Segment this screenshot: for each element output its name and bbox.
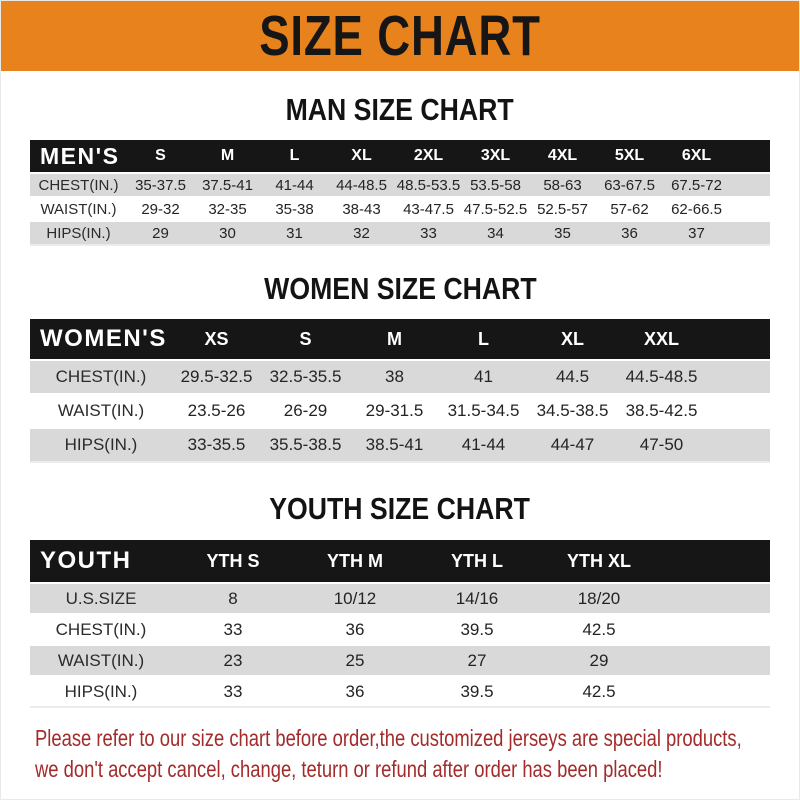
size-value-cell: 23 (223, 650, 243, 670)
spacer-cell (660, 614, 770, 645)
size-value-cell: 33 (223, 619, 243, 639)
table-row (30, 614, 770, 645)
size-value-cell: 62-66.5 (671, 200, 722, 218)
table-row (30, 394, 770, 428)
size-table-header-row (30, 319, 770, 360)
size-value-cell: 37 (688, 224, 705, 242)
size-value-cell: 31.5-34.5 (447, 401, 520, 420)
size-column-header: XS (204, 328, 229, 349)
size-value-cell: 32-35 (208, 200, 247, 218)
size-value-cell: 18/20 (577, 588, 621, 608)
table-row (30, 221, 770, 245)
size-value-cell: 30 (219, 224, 236, 242)
size-value-cell: 38.5-41 (365, 435, 424, 454)
youth-size-table-wrap (1, 540, 799, 708)
row-label: CHEST(IN.) (55, 367, 147, 386)
table-row (30, 676, 770, 707)
size-value-cell: 48.5-53.5 (396, 176, 461, 194)
size-column-header: 4XL (547, 147, 578, 164)
banner (1, 1, 799, 71)
table-header-label: YOUTH (40, 547, 132, 574)
size-value-cell: 39.5 (460, 681, 494, 701)
size-value-cell: 53.5-58 (470, 176, 521, 194)
size-column-header: M (387, 328, 402, 349)
size-value-cell: 43-47.5 (403, 200, 454, 218)
size-value-cell: 25 (345, 650, 365, 670)
size-value-cell: 10/12 (333, 588, 377, 608)
size-value-cell: 44-48.5 (336, 176, 387, 194)
size-value-cell: 26-29 (283, 401, 328, 420)
size-table (30, 140, 770, 246)
row-label: CHEST(IN.) (38, 176, 119, 194)
size-value-cell: 47-50 (639, 435, 684, 454)
size-column-header: 3XL (480, 147, 511, 164)
size-value-cell: 32 (353, 224, 370, 242)
size-value-cell: 29 (589, 650, 609, 670)
size-value-cell: 41-44 (461, 435, 506, 454)
size-value-cell: 44.5 (555, 367, 590, 386)
size-value-cell: 29 (152, 224, 169, 242)
size-value-cell: 29-31.5 (365, 401, 424, 420)
table-row (30, 428, 770, 462)
size-column-header: L (289, 147, 300, 164)
spacer-cell (706, 394, 770, 428)
size-value-cell: 47.5-52.5 (463, 200, 528, 218)
size-value-cell: 44-47 (550, 435, 595, 454)
disclaimer-line-2: we don't accept cancel, change, teturn or refund after order has been placed! (35, 756, 663, 782)
row-label: WAIST(IN.) (57, 650, 145, 670)
size-value-cell: 27 (467, 650, 487, 670)
man-size-chart-section (1, 93, 799, 246)
size-column-header: S (155, 147, 166, 164)
size-value-cell: 44.5-48.5 (625, 367, 698, 386)
table-row (30, 583, 770, 614)
row-label: WAIST(IN.) (57, 401, 145, 420)
size-value-cell: 38 (385, 367, 404, 386)
table-row (30, 645, 770, 676)
size-column-header: S (299, 328, 312, 349)
man-size-chart-title: MAN SIZE CHART (285, 92, 515, 127)
row-label: HIPS(IN.) (64, 435, 138, 454)
youth-size-chart-title: YOUTH SIZE CHART (269, 491, 531, 526)
women-size-table-wrap (1, 319, 799, 463)
table-header-label: MEN'S (40, 142, 120, 169)
spacer-cell (730, 173, 770, 197)
size-column-header: L (478, 328, 489, 349)
size-value-cell: 42.5 (582, 681, 616, 701)
spacer-cell (660, 583, 770, 614)
table-row (30, 360, 770, 394)
size-value-cell: 8 (228, 588, 238, 608)
size-value-cell: 57-62 (610, 200, 649, 218)
size-column-header: YTH XL (566, 550, 631, 571)
women-size-chart-title: WOMEN SIZE CHART (263, 271, 537, 306)
size-value-cell: 41-44 (275, 176, 314, 194)
size-column-header: XL (560, 328, 584, 349)
row-label: WAIST(IN.) (40, 200, 117, 218)
size-table (30, 540, 770, 708)
table-row (30, 197, 770, 221)
size-value-cell: 38.5-42.5 (625, 401, 698, 420)
table-header-label: WOMEN'S (40, 325, 167, 352)
disclaimer-line-1: Please refer to our size chart before order,the customized jerseys are special products, (35, 725, 742, 751)
spacer-cell (660, 645, 770, 676)
size-value-cell: 36 (345, 681, 365, 701)
size-value-cell: 33-35.5 (187, 435, 246, 454)
spacer-cell (660, 676, 770, 707)
size-table-header-row (30, 540, 770, 583)
size-column-header: 6XL (681, 147, 712, 164)
spacer-cell (730, 221, 770, 245)
size-column-header: 2XL (413, 147, 444, 164)
banner-title: SIZE CHART (259, 3, 541, 68)
size-value-cell: 34.5-38.5 (536, 401, 609, 420)
row-label: U.S.SIZE (65, 588, 137, 608)
row-label: CHEST(IN.) (55, 619, 147, 639)
size-value-cell: 35 (554, 224, 571, 242)
size-value-cell: 32.5-35.5 (269, 367, 342, 386)
size-value-cell: 14/16 (455, 588, 499, 608)
size-column-header: YTH M (327, 550, 383, 571)
size-value-cell: 29-32 (141, 200, 180, 218)
size-value-cell: 23.5-26 (187, 401, 246, 420)
spacer-cell (706, 319, 770, 360)
youth-size-chart-section (1, 492, 799, 708)
size-value-cell: 31 (286, 224, 303, 242)
size-value-cell: 33 (223, 681, 243, 701)
size-value-cell: 38-43 (342, 200, 381, 218)
table-row (30, 173, 770, 197)
size-value-cell: 52.5-57 (537, 200, 588, 218)
size-value-cell: 58-63 (543, 176, 582, 194)
spacer-cell (706, 360, 770, 394)
women-size-chart-section (1, 272, 799, 463)
size-value-cell: 36 (345, 619, 365, 639)
size-value-cell: 37.5-41 (202, 176, 253, 194)
row-label: HIPS(IN.) (46, 224, 111, 242)
size-table (30, 319, 770, 463)
size-column-header: 5XL (614, 147, 645, 164)
size-value-cell: 63-67.5 (604, 176, 655, 194)
size-value-cell: 39.5 (460, 619, 494, 639)
size-value-cell: 29.5-32.5 (180, 367, 253, 386)
size-value-cell: 41 (474, 367, 493, 386)
disclaimer (1, 723, 799, 785)
size-value-cell: 67.5-72 (671, 176, 722, 194)
size-table-header-row (30, 140, 770, 173)
size-value-cell: 33 (420, 224, 437, 242)
spacer-cell (730, 140, 770, 173)
size-value-cell: 35-38 (275, 200, 314, 218)
size-column-header: XL (351, 147, 372, 164)
spacer-cell (730, 197, 770, 221)
size-value-cell: 34 (487, 224, 504, 242)
row-label: HIPS(IN.) (64, 681, 138, 701)
size-value-cell: 35.5-38.5 (269, 435, 342, 454)
size-value-cell: 42.5 (582, 619, 616, 639)
size-column-header: YTH S (206, 550, 260, 571)
man-size-table-wrap (1, 140, 799, 246)
spacer-cell (706, 428, 770, 462)
size-column-header: M (220, 147, 235, 164)
size-value-cell: 35-37.5 (135, 176, 186, 194)
size-value-cell: 36 (621, 224, 638, 242)
spacer-cell (660, 540, 770, 583)
size-column-header: YTH L (451, 550, 503, 571)
size-column-header: XXL (643, 328, 679, 349)
